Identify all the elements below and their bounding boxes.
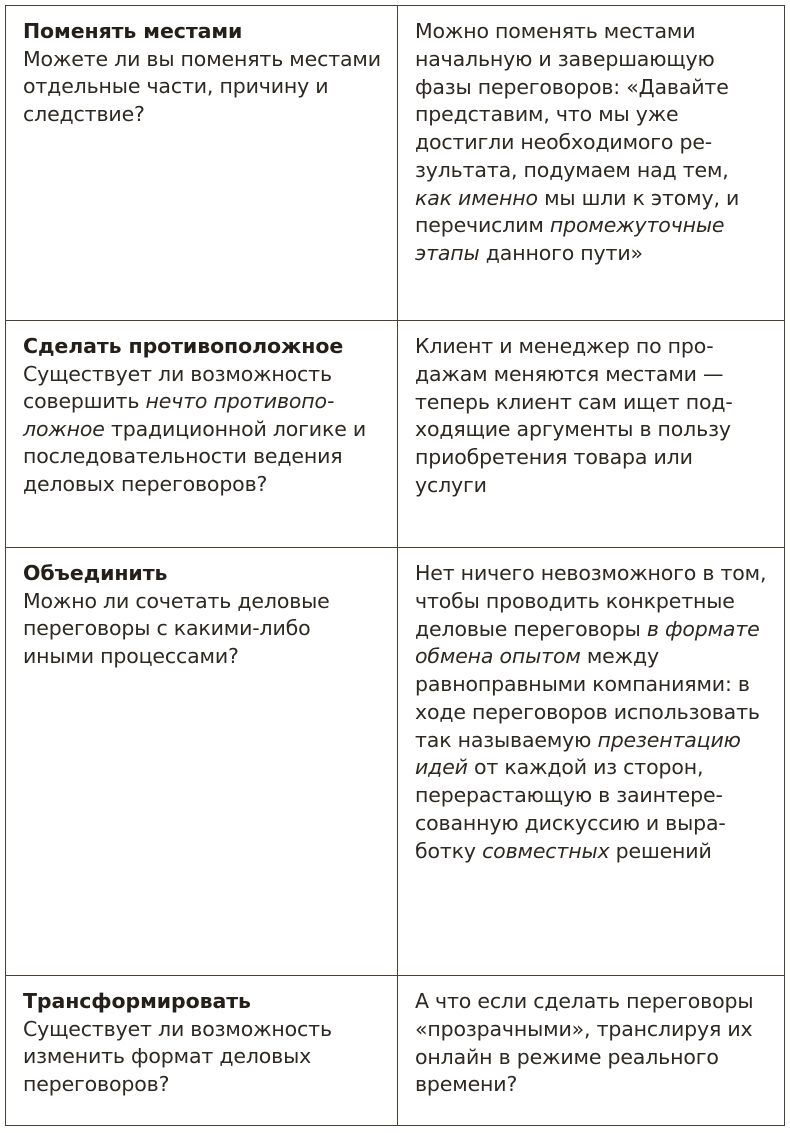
technique-title: Объединить bbox=[23, 561, 168, 585]
example-answer bbox=[415, 988, 768, 1099]
emphasis-text: как именно bbox=[415, 185, 538, 210]
technique-question bbox=[23, 46, 381, 129]
technique-cell bbox=[6, 976, 398, 1126]
technique-title: Трансформировать bbox=[23, 989, 251, 1013]
plain-text: мы шли к этому, и перечислим bbox=[415, 185, 740, 238]
table-row bbox=[6, 321, 785, 548]
technique-cell bbox=[6, 6, 398, 321]
plain-text: между равноправными компаниями: в ходе переговоров использовать так называемую bbox=[415, 644, 760, 752]
example-cell bbox=[398, 548, 785, 976]
emphasis-text: совместных bbox=[482, 838, 610, 863]
plain-text: Можно поменять местами начальную и завершающую фазы переговоров: «Давайте представим, что мы уже достигли необходимого результата, подумаем над тем, bbox=[415, 19, 729, 182]
technique-cell bbox=[6, 548, 398, 976]
plain-text: решений bbox=[609, 838, 712, 863]
emphasis-text: презентацию идей bbox=[415, 727, 741, 780]
plain-text: от каждой из сторон, перерастающую в заинтересованную дискуссию и выработку bbox=[415, 755, 726, 863]
plain-text: данного пути» bbox=[479, 241, 643, 266]
plain-text: Клиент и менеджер по продажам меняются местами — теперь клиент сам ищет подходящие аргументы в пользу приобретения товара или услуги bbox=[415, 334, 733, 497]
technique-title: Поменять местами bbox=[23, 19, 243, 43]
plain-text: Можете ли вы поменять местами отдельные части, причину и следствие? bbox=[23, 46, 381, 126]
plain-text: традиционной логике и последовательности ведения деловых переговоров? bbox=[23, 416, 366, 496]
example-answer bbox=[415, 333, 768, 500]
example-cell bbox=[398, 6, 785, 321]
table-row bbox=[6, 6, 785, 321]
emphasis-text: в формате обмена опытом bbox=[415, 616, 760, 669]
techniques-table bbox=[5, 5, 785, 1126]
example-answer bbox=[415, 560, 768, 865]
example-answer bbox=[415, 18, 768, 268]
technique-title: Сделать противоположное bbox=[23, 334, 344, 358]
emphasis-text: нечто противоположное bbox=[23, 389, 335, 441]
technique-question bbox=[23, 588, 381, 671]
technique-question bbox=[23, 361, 381, 499]
table-row bbox=[6, 976, 785, 1126]
technique-question bbox=[23, 1016, 381, 1099]
example-cell bbox=[398, 976, 785, 1126]
table-row bbox=[6, 548, 785, 976]
plain-text: А что если сделать переговоры «прозрачными», транслируя их онлайн в режиме реального времени? bbox=[415, 989, 754, 1097]
example-cell bbox=[398, 321, 785, 548]
plain-text: Нет ничего невозможного в том, чтобы проводить конкретные деловые переговоры bbox=[415, 561, 767, 641]
technique-cell bbox=[6, 321, 398, 548]
plain-text: Существует ли возможность совершить bbox=[23, 361, 332, 414]
table-body bbox=[6, 6, 785, 1126]
emphasis-text: промежуточные этапы bbox=[415, 213, 725, 266]
plain-text: Существует ли возможность изменить формат деловых переговоров? bbox=[23, 1016, 332, 1096]
plain-text: Можно ли сочетать деловые переговоры с какими-либо иными процессами? bbox=[23, 588, 330, 668]
